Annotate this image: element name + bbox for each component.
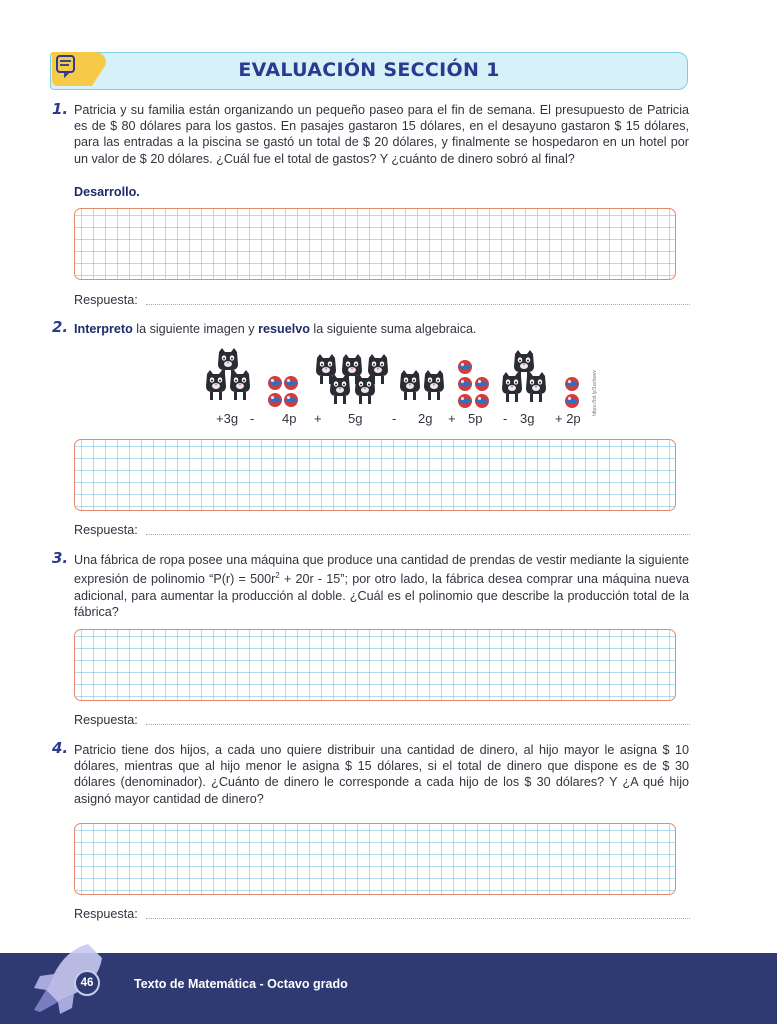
figure-source-url: https://bit.ly/3xxhwvv <box>592 370 598 416</box>
answer-line[interactable] <box>146 534 690 535</box>
cat-group-3g-second <box>502 350 546 402</box>
figure-label: - <box>503 411 508 426</box>
section-title: EVALUACIÓN SECCIÓN 1 <box>238 59 500 81</box>
notebook-icon <box>48 48 108 90</box>
figure-label: 3g <box>520 411 535 426</box>
question-number: 1. <box>52 100 69 118</box>
answer-label: Respuesta: <box>74 907 138 921</box>
ball-group-5p <box>458 360 489 408</box>
page-number: 46 <box>74 970 100 996</box>
figure-label: - <box>392 411 397 426</box>
book-title: Texto de Matemática - Octavo grado <box>134 977 348 991</box>
cat-group-5g <box>316 354 388 404</box>
page-footer <box>0 953 777 1024</box>
answer-line[interactable] <box>146 918 690 919</box>
answer-label: Respuesta: <box>74 523 138 537</box>
figure-label: + 2p <box>555 411 581 426</box>
answer-label: Respuesta: <box>74 713 138 727</box>
figure-label: + <box>448 411 456 426</box>
figure-label: 2g <box>418 411 433 426</box>
question-4-text: Patricio tiene dos hijos, a cada uno quiere distribuir una cantidad de dinero, al hijo mayor le asigna $ 10 dólares, mientras que al hijo menor le asigna $ 15 dólares, si el total de dinero que dispone es de $ 30 dólares (denominador). ¿Cuánto de dinero le corresponde a cada hijo de los $ 30 dólares? Y ¿A qué hijo asignó mayor cantidad de dinero? <box>74 743 689 806</box>
question-number: 2. <box>52 318 69 336</box>
question-1-text: Patricia y su familia están organizando un pequeño paseo para el fin de semana. El presupuesto de Patricia es de $ 80 dólares para los gastos. En pasajes gastaron 15 dólares, en el desayuno gastaron $ 15 dólares, para las entradas a la piscina se gastó un total de $ 20 dólares, y finalmente se hospedaron en un hotel por un valor de $ 20 dólares. ¿Cuál fue el total de gastos? Y ¿cuánto de dinero sobró al final? <box>74 103 689 166</box>
figure-label: +3g <box>216 411 239 426</box>
figure-label: + <box>314 411 322 426</box>
working-area-grid[interactable] <box>74 823 676 895</box>
figure-label: 5p <box>468 411 483 426</box>
working-area-grid[interactable] <box>74 629 676 701</box>
figure-label: 4p <box>282 411 297 426</box>
algebra-figure <box>200 344 600 410</box>
question-3-text: Una fábrica de ropa posee una máquina que produce una cantidad de prendas de vestir mediante la siguiente expresión de polinomio “$P(r) = 500r^2 + 20r - 15$”; por otro lado, la fábrica desea comprar una máquina nueva adicional, para aumentar la producción al doble. ¿Cuál es el polinomio que describe la producción total de la fábrica? <box>74 553 689 619</box>
development-heading: Desarrollo. <box>74 185 140 199</box>
cat-group-3g <box>206 348 250 400</box>
ball-group-4p <box>268 376 298 407</box>
cat-group-2g <box>400 370 444 400</box>
ball-group-2p <box>565 377 579 408</box>
question-2-text: Interpreto la siguiente imagen y resuelvo la siguiente suma algebraica. <box>74 322 477 336</box>
figure-label: - <box>250 411 255 426</box>
question-number: 3. <box>52 549 69 567</box>
section-title-bar <box>50 52 688 90</box>
question-number: 4. <box>52 739 69 757</box>
answer-label: Respuesta: <box>74 293 138 307</box>
answer-line[interactable] <box>146 724 690 725</box>
working-area-grid[interactable] <box>74 208 676 280</box>
figure-label: 5g <box>348 411 363 426</box>
answer-line[interactable] <box>146 304 690 305</box>
working-area-grid[interactable] <box>74 439 676 511</box>
